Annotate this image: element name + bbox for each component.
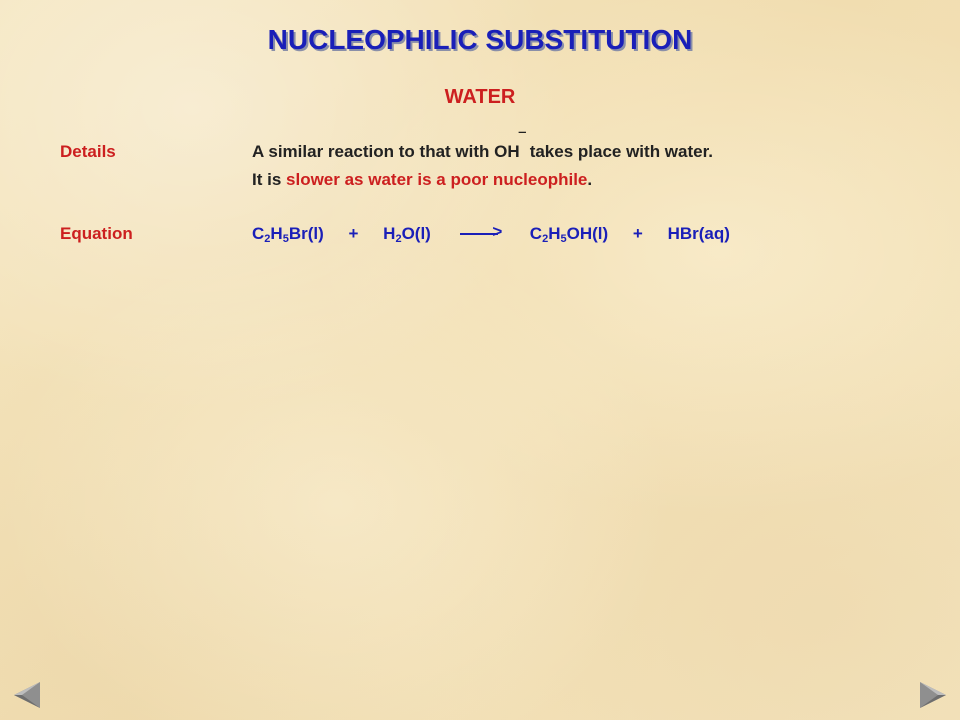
reactant-bromoethane <box>252 224 324 244</box>
reactant-1-rest: Br(l) <box>288 224 324 243</box>
details-line-1-start: A similar reaction to that with OH <box>252 142 520 161</box>
previous-slide-icon <box>12 680 42 710</box>
next-slide-button[interactable] <box>918 680 948 710</box>
product-hydrogen-bromide: HBr(aq) <box>667 224 730 243</box>
product-1-carbon-count: 2 <box>542 233 549 245</box>
product-1-carbon: C <box>529 224 543 243</box>
details-line-2-highlight: slower as water is a poor nucleophile <box>286 170 588 189</box>
reaction-arrow-head: > <box>492 222 503 241</box>
plus-sign-1: + <box>348 224 359 243</box>
details-line-1-end: takes place with water. <box>524 142 713 161</box>
reactant-water <box>383 224 431 244</box>
product-1-rest: OH(l) <box>566 224 609 243</box>
reactant-1-carbon-count: 2 <box>264 233 271 245</box>
negative-charge-sign: ‾ <box>519 131 525 148</box>
details-line-2-end: . <box>587 170 593 189</box>
reactant-2-hydrogen-count: 2 <box>395 233 402 245</box>
details-line-2-start: It is <box>252 170 287 189</box>
reactant-1-carbon: C <box>252 224 265 243</box>
reactant-1-hydrogen: H <box>270 224 283 243</box>
next-slide-icon <box>918 680 948 710</box>
details-label: Details <box>60 142 116 161</box>
plus-sign-2: + <box>632 224 643 243</box>
details-line-2 <box>252 170 592 190</box>
reactant-1-hydrogen-count: 5 <box>282 233 289 245</box>
reaction-arrow-icon <box>458 222 503 241</box>
product-1-hydrogen: H <box>548 224 561 243</box>
equation-label: Equation <box>60 224 133 243</box>
slide-title: NUCLEOPHILIC SUBSTITUTION <box>267 24 693 55</box>
reactant-2-hydrogen: H <box>383 224 396 243</box>
slide-subtitle: WATER <box>444 86 516 108</box>
product-ethanol <box>530 224 608 244</box>
details-line-1 <box>252 131 713 162</box>
product-1-hydrogen-count: 5 <box>560 233 567 245</box>
previous-slide-button[interactable] <box>12 680 42 710</box>
chemical-equation <box>252 224 730 244</box>
reactant-2-rest: O(l) <box>401 224 431 243</box>
